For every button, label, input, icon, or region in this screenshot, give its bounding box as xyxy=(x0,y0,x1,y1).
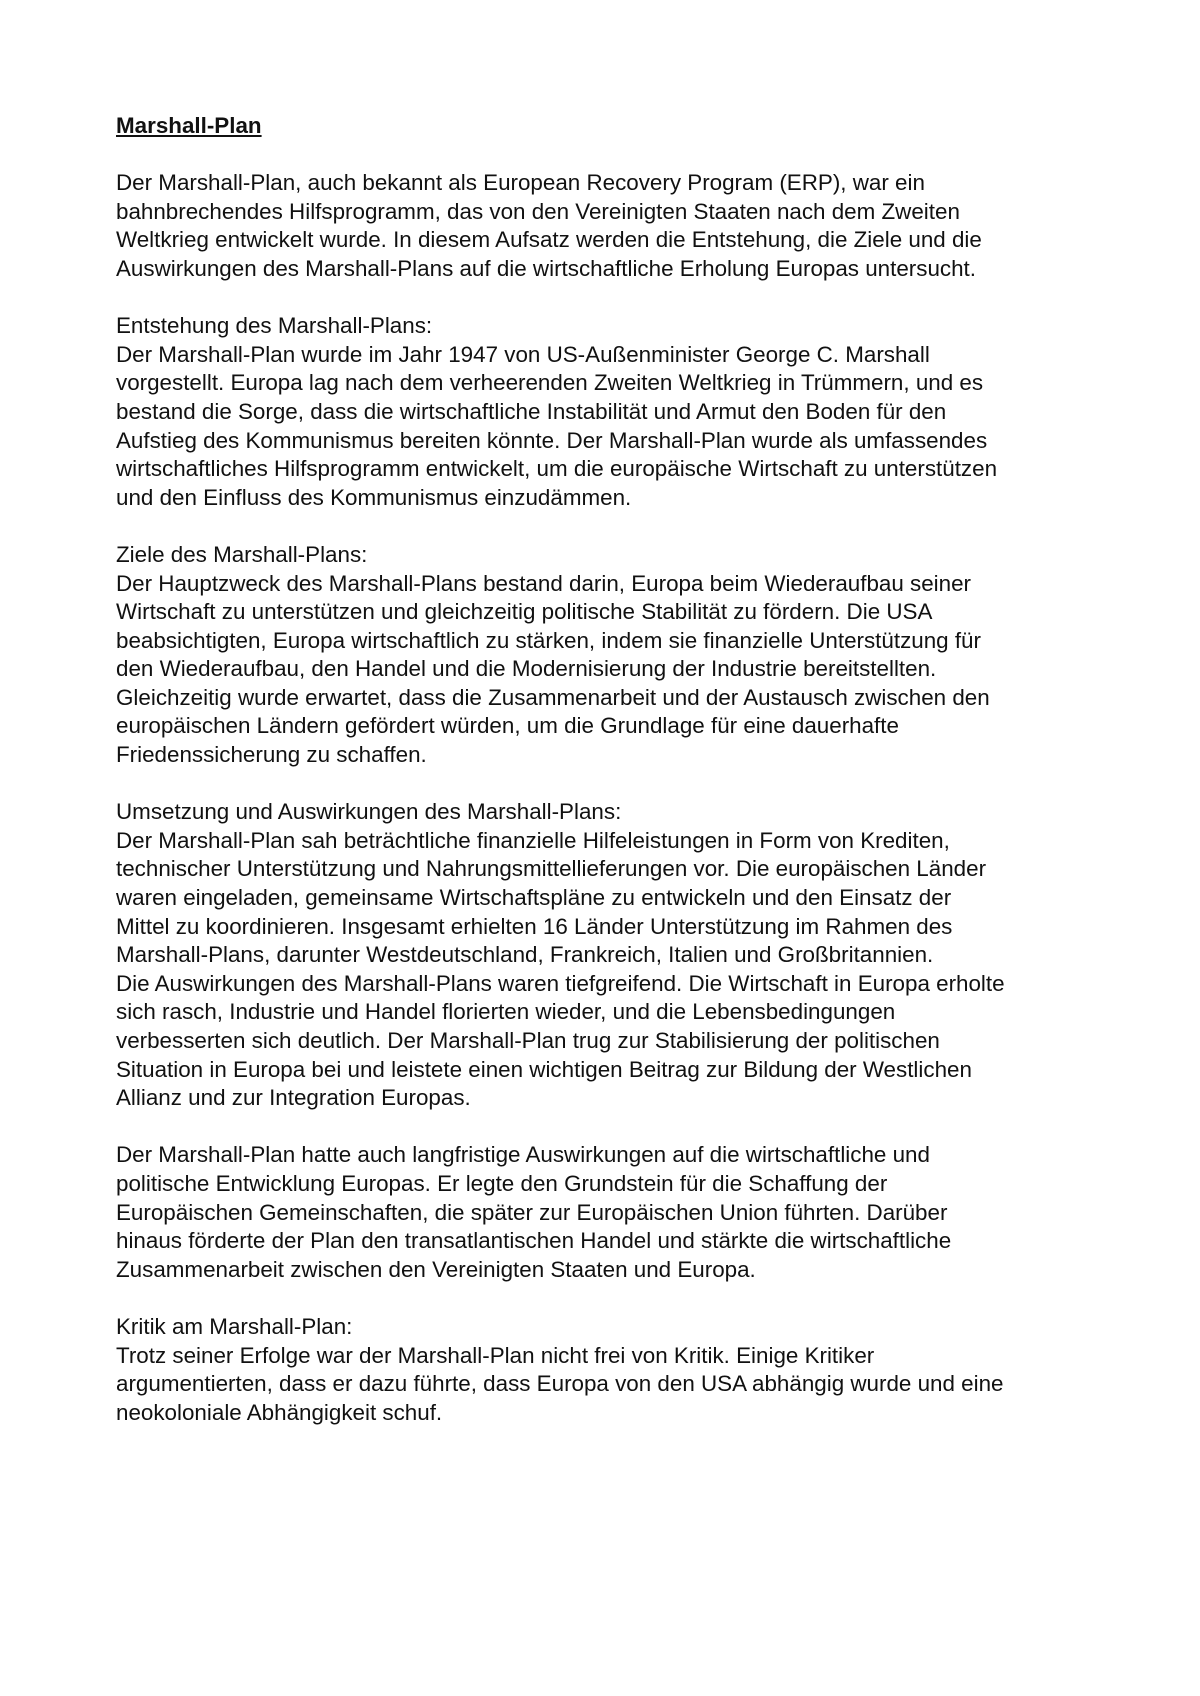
text-line: vorgestellt. Europa lag nach dem verheerenden Zweiten Weltkrieg in Trümmern, und es xyxy=(116,370,984,396)
text-line: verbesserten sich deutlich. Der Marshall-Plan trug zur Stabilisierung der politischen xyxy=(116,1028,940,1053)
text-line: den Wiederaufbau, den Handel und die Modernisierung der Industrie bereitstellten. xyxy=(116,656,937,682)
text-line: Europäischen Gemeinschaften, die später zur Europäischen Union führten. Darüber xyxy=(116,1199,948,1225)
text-line: Mittel zu koordinieren. Insgesamt erhielten 16 Länder Unterstützung im Rahmen des xyxy=(116,913,953,939)
text-line: Die Auswirkungen des Marshall-Plans waren tiefgreifend. Die Wirtschaft in Europa erholte xyxy=(116,970,1005,996)
text-line: europäischen Ländern gefördert würden, um die Grundlage für eine dauerhafte xyxy=(116,713,899,739)
text-line: technischer Unterstützung und Nahrungsmittellieferungen vor. Die europäischen Länder xyxy=(116,856,987,882)
section-kritik xyxy=(116,1313,1116,1427)
text-line: Trotz seiner Erfolge war der Marshall-Plan nicht frei von Kritik. Einige Kritiker xyxy=(116,1342,875,1368)
document-page xyxy=(116,112,1116,1456)
text-line: Der Marshall-Plan, auch bekannt als European Recovery Program (ERP), war ein xyxy=(116,170,925,196)
text-line: politische Entwicklung Europas. Er legte den Grundstein für die Schaffung der xyxy=(116,1170,888,1196)
text-line: bahnbrechendes Hilfsprogramm, das von den Vereinigten Staaten nach dem Zweiten xyxy=(116,198,960,224)
text-line: Der Marshall-Plan wurde im Jahr 1947 von US-Außenminister George C. Marshall xyxy=(116,341,930,367)
section-heading: Umsetzung und Auswirkungen des Marshall-Plans: xyxy=(116,799,622,825)
text-line: Situation in Europa bei und leistete einen wichtigen Beitrag zur Bildung der Westlichen xyxy=(116,1056,972,1082)
text-line: Auswirkungen des Marshall-Plans auf die wirtschaftliche Erholung Europas untersucht. xyxy=(116,255,976,281)
text-line: argumentierten, dass er dazu führte, dass Europa von den USA abhängig wurde und eine xyxy=(116,1371,1004,1397)
text-line: sich rasch, Industrie und Handel florierten wieder, und die Lebensbedingungen xyxy=(116,999,896,1025)
section-umsetzung xyxy=(116,798,1116,1113)
section-ziele xyxy=(116,541,1116,770)
section-entstehung xyxy=(116,312,1116,512)
section-heading: Entstehung des Marshall-Plans: xyxy=(116,313,433,339)
text-line: neokoloniale Abhängigkeit schuf. xyxy=(116,1399,443,1425)
text-line: beabsichtigten, Europa wirtschaftlich zu stärken, indem sie finanzielle Unterstützung für xyxy=(116,627,981,653)
text-line: Friedenssicherung zu schaffen. xyxy=(116,742,427,768)
text-line: Der Hauptzweck des Marshall-Plans bestand darin, Europa beim Wiederaufbau seiner xyxy=(116,570,972,596)
text-line: bestand die Sorge, dass die wirtschaftliche Instabilität und Armut den Boden für den xyxy=(116,398,947,424)
paragraph-langfristig xyxy=(116,1141,1116,1284)
text-line: Zusammenarbeit zwischen den Vereinigten Staaten und Europa. xyxy=(116,1256,756,1282)
text-line: Weltkrieg entwickelt wurde. In diesem Aufsatz werden die Entstehung, die Ziele und die xyxy=(116,227,982,253)
text-line: Gleichzeitig wurde erwartet, dass die Zusammenarbeit und der Austausch zwischen den xyxy=(116,684,990,710)
text-line: Allianz und zur Integration Europas. xyxy=(116,1085,471,1111)
text-line: Aufstieg des Kommunismus bereiten könnte. Der Marshall-Plan wurde als umfassendes xyxy=(116,427,988,453)
text-line: waren eingeladen, gemeinsame Wirtschaftspläne zu entwickeln und den Einsatz der xyxy=(116,885,952,911)
intro-paragraph xyxy=(116,169,1116,283)
text-line: Der Marshall-Plan sah beträchtliche finanzielle Hilfeleistungen in Form von Krediten, xyxy=(116,827,950,853)
text-line: Marshall-Plans, darunter Westdeutschland, Frankreich, Italien und Großbritannien. xyxy=(116,942,934,968)
text-line: wirtschaftliches Hilfsprogramm entwickelt, um die europäische Wirtschaft zu unterstützen xyxy=(116,456,998,482)
section-heading: Kritik am Marshall-Plan: xyxy=(116,1313,353,1339)
text-line: Der Marshall-Plan hatte auch langfristige Auswirkungen auf die wirtschaftliche und xyxy=(116,1142,930,1168)
document-title: Marshall-Plan xyxy=(116,113,262,138)
section-heading: Ziele des Marshall-Plans: xyxy=(116,541,368,567)
text-line: hinaus förderte der Plan den transatlantischen Handel und stärkte die wirtschaftliche xyxy=(116,1228,952,1254)
text-line: und den Einfluss des Kommunismus einzudämmen. xyxy=(116,484,632,510)
text-line: Wirtschaft zu unterstützen und gleichzeitig politische Stabilität zu fördern. Die USA xyxy=(116,599,933,625)
